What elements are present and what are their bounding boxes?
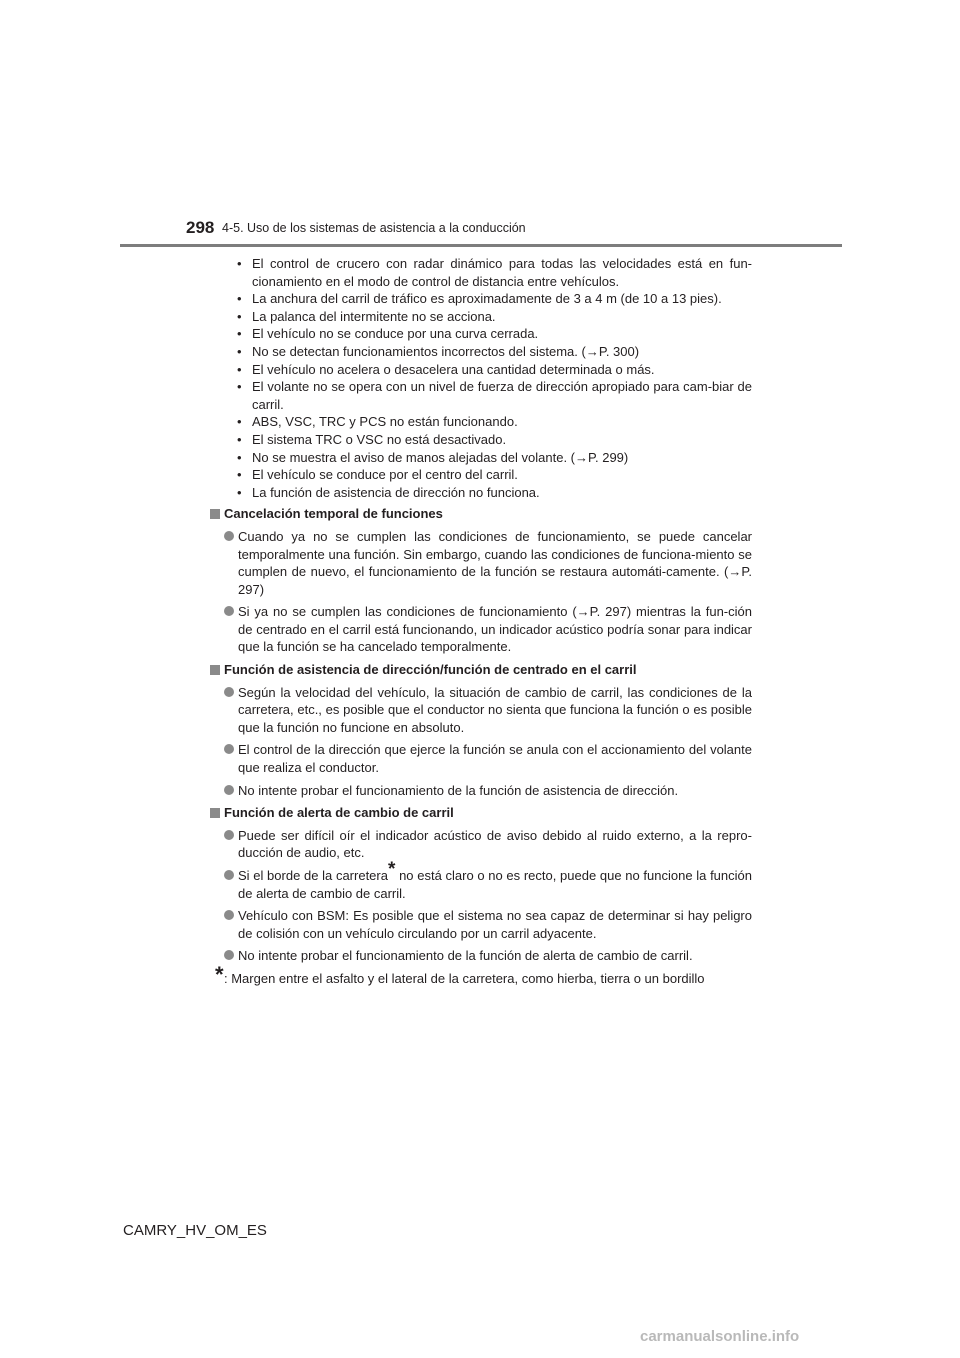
- section-heading: Función de asistencia de dirección/función de centrado en el carril: [200, 661, 752, 679]
- circle-bullet-icon: [224, 687, 234, 697]
- footnote: * : Margen entre el asfalto y el lateral de la carretera, como hierba, tierra o un bordillo: [215, 961, 705, 987]
- conditions-list: [200, 255, 752, 501]
- list-item: Si el borde de la carretera* no está claro o no es recto, puede que no funcione la función de alerta de cambio de carril.: [200, 867, 752, 902]
- square-bullet-icon: [210, 665, 220, 675]
- page-content: [200, 255, 752, 988]
- circle-bullet-icon: [224, 830, 234, 840]
- section-title: 4-5. Uso de los sistemas de asistencia a la conducción: [222, 221, 526, 235]
- bullet-dot-icon: •: [237, 326, 242, 342]
- bullet-dot-icon: •: [237, 431, 242, 447]
- list-item: No intente probar el funcionamiento de la función de alerta de cambio de carril.: [200, 947, 752, 965]
- document-code: CAMRY_HV_OM_ES: [123, 1222, 267, 1239]
- page-number: 298: [186, 218, 215, 237]
- list-item: • No se muestra el aviso de manos alejadas del volante. (→P. 299): [237, 449, 629, 465]
- list-item: Puede ser difícil oír el indicador acústico de aviso debido al ruido externo, a la repro-ducción de audio, etc.: [200, 827, 752, 862]
- list-item: Vehículo con BSM: Es posible que el sistema no sea capaz de determinar si hay peligro de colisión con un vehículo circulando por un carril adyacente.: [200, 907, 752, 942]
- list-item: • El volante no se opera con un nivel de fuerza de dirección apropiado para cam-biar de carril.: [237, 379, 752, 412]
- list-item: Si ya no se cumplen las condiciones de funcionamiento (→P. 297) mientras la fun-ción de centrado en el carril está funcionando, un indicador acústico podría sonar para indicar que la función se ha cancelado temporalmente.: [200, 603, 752, 656]
- list-item: El control de la dirección que ejerce la función se anula con el accionamiento del volante que realiza el conductor.: [200, 741, 752, 776]
- section-heading: Función de alerta de cambio de carril: [200, 804, 752, 822]
- bullet-dot-icon: •: [237, 414, 242, 430]
- circle-bullet-icon: [224, 785, 234, 795]
- bullet-dot-icon: •: [237, 308, 242, 324]
- header-rule: [120, 244, 842, 247]
- list-item: • La función de asistencia de dirección no funciona.: [237, 484, 540, 500]
- list-item: • La palanca del intermitente no se acciona.: [237, 308, 496, 324]
- list-item: • El sistema TRC o VSC no está desactivado.: [237, 431, 507, 447]
- list-item: • El vehículo se conduce por el centro del carril.: [237, 467, 518, 483]
- list-item: Cuando ya no se cumplen las condiciones de funcionamiento, se puede cancelar temporalmente una función. Sin embargo, cuando las condiciones de funciona-miento se cumplen de nuevo, el funcionamiento de la función se restaura automáti-camente. (→P. 297): [200, 528, 752, 598]
- bullet-dot-icon: •: [237, 467, 242, 483]
- list-item: • El vehículo no acelera o desacelera una cantidad determinada o más.: [237, 361, 655, 377]
- square-bullet-icon: [210, 808, 220, 818]
- list-item: No intente probar el funcionamiento de la función de asistencia de dirección.: [200, 782, 752, 800]
- list-item: • ABS, VSC, TRC y PCS no están funcionando.: [237, 414, 518, 430]
- square-bullet-icon: [210, 509, 220, 519]
- section-heading: Cancelación temporal de funciones: [200, 505, 752, 523]
- list-item: • No se detectan funcionamientos incorrectos del sistema. (→P. 300): [237, 343, 640, 359]
- bullet-dot-icon: •: [237, 484, 242, 500]
- circle-bullet-icon: [224, 531, 234, 541]
- circle-bullet-icon: [224, 870, 234, 880]
- list-item: • El vehículo no se conduce por una curva cerrada.: [237, 326, 539, 342]
- circle-bullet-icon: [224, 744, 234, 754]
- footnote-mark: *: [215, 961, 224, 987]
- circle-bullet-icon: [224, 606, 234, 616]
- bullet-dot-icon: •: [237, 291, 242, 307]
- bullet-dot-icon: •: [237, 449, 242, 465]
- bullet-dot-icon: •: [237, 361, 242, 377]
- footnote-reference: *: [387, 859, 396, 880]
- list-item: • El control de crucero con radar dinámico para todas las velocidades está en fun-cionamiento en el modo de control de distancia entre vehículos.: [237, 256, 752, 289]
- bullet-dot-icon: •: [237, 256, 242, 271]
- bullet-dot-icon: •: [237, 379, 242, 395]
- circle-bullet-icon: [224, 950, 234, 960]
- bullet-dot-icon: •: [237, 343, 242, 359]
- watermark: carmanualsonline.info: [640, 1328, 800, 1345]
- list-item: Según la velocidad del vehículo, la situación de cambio de carril, las condiciones de la carretera, etc., es posible que el conductor no sienta que funciona la función o es posible que la función no funcione en absoluto.: [200, 684, 752, 737]
- list-item: • La anchura del carril de tráfico es aproximadamente de 3 a 4 m (de 10 a 13 pies).: [237, 291, 722, 307]
- circle-bullet-icon: [224, 910, 234, 920]
